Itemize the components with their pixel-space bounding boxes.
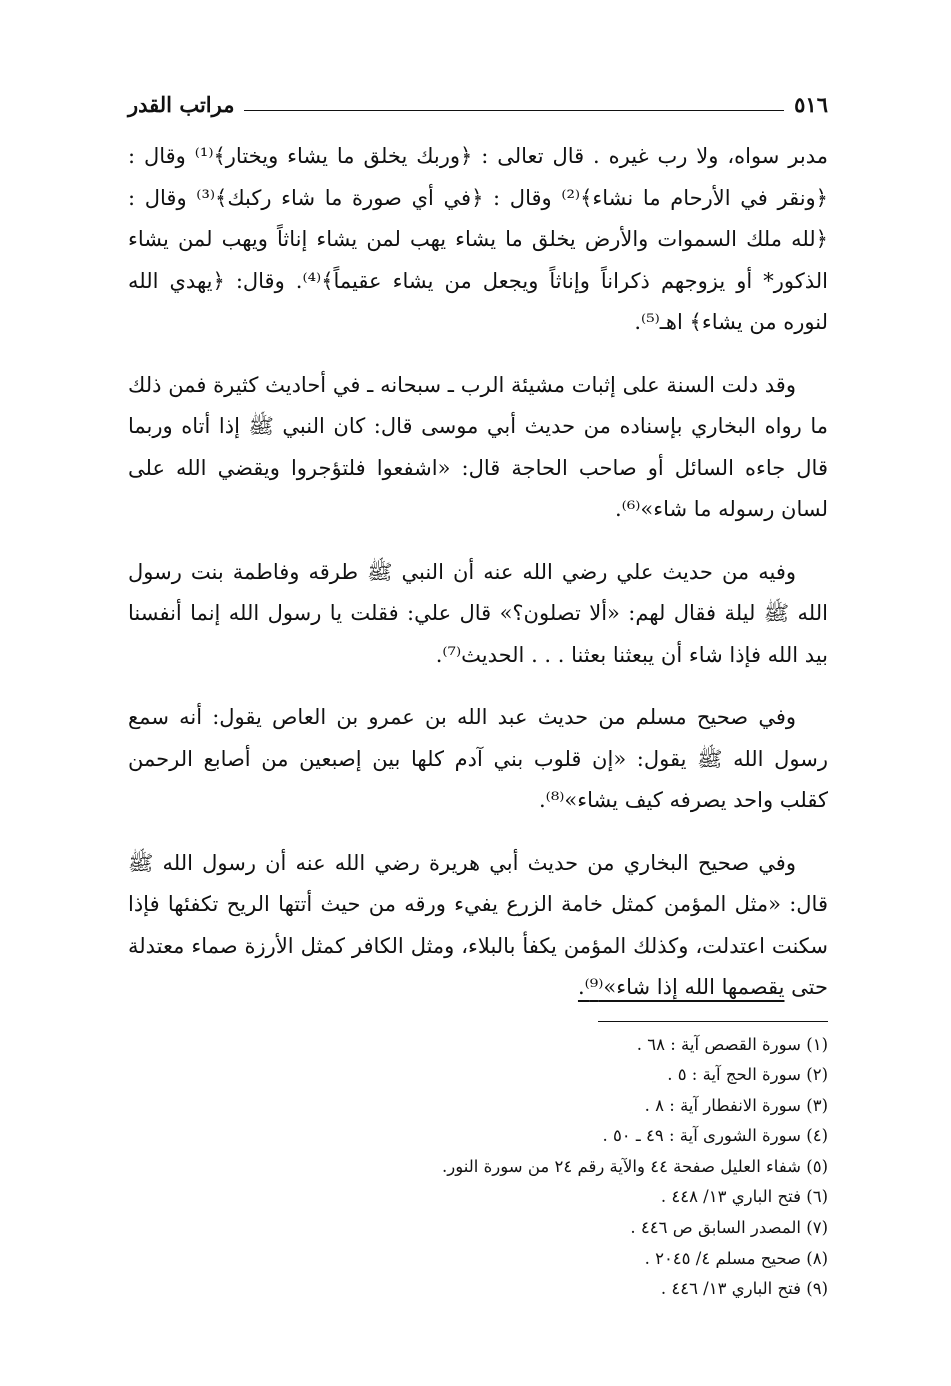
footnote-item: (٨) صحيح مسلم ٤/ ٢٠٤٥ . [644, 1248, 828, 1268]
book-page [128, 84, 828, 1305]
paragraph-sunnah-bukhari: وقد دلت السنة على إثبات مشيئة الرب ـ سبحانه ـ في أحاديث كثيرة فمن ذلك ما رواه البخاري بإسناده من حديث أبي موسى قال: كان النبي ﷺ إذا أتاه وربما قال جاءه السائل أو صاحب الحاجة قال: «اشفعوا فلتؤجروا ويقضي الله على لسان رسوله ما شاء»⁽⁶⁾. [128, 372, 828, 521]
footnote-item: (٧) المصدر السابق ص ٤٤٦ . [630, 1218, 828, 1238]
paragraph-hadith-ali: وفيه من حديث علي رضي الله عنه أن النبي ﷺ طرقه وفاطمة بنت رسول الله ﷺ ليلة فقال لهم: «ألا تصلون؟» قال علي: فقلت يا رسول الله إنما أنفسنا بيد الله فإذا شاء أن يبعثنا بعثنا . . . الحديث⁽⁷⁾. [128, 559, 828, 667]
page-number: ٥١٦ [794, 91, 828, 117]
paragraph-quran-verses: مدبر سواه، ولا رب غيره . قال تعالى : ﴿وربك يخلق ما يشاء ويختار﴾⁽¹⁾ وقال : ﴿ونقر في الأرحام ما نشاء﴾⁽²⁾ وقال : ﴿في أي صورة ما شاء ركبك﴾⁽³⁾ وقال : ﴿لله ملك السموات والأرض يخلق ما يشاء يهب لمن يشاء إناثاً ويهب لمن يشاء الذكور* أو يزوجهم ذكراناً وإناثاً ويجعل من يشاء عقيماً﴾⁽⁴⁾. وقال: ﴿يهدي الله لنوره من يشاء﴾ اهـ⁽⁵⁾. [128, 144, 829, 334]
running-title: مراتب القدر [128, 91, 235, 117]
footnote-item: (٢) سورة الحج آية : ٥ . [667, 1065, 828, 1085]
body-text [128, 136, 828, 1009]
footnote-item: (٥) شفاء العليل صفحة ٤٤ والآية رقم ٢٤ من سورة النور. [442, 1156, 828, 1176]
footnote-separator [598, 1021, 828, 1022]
page-header [128, 84, 828, 124]
footnote-item: (٤) سورة الشورى آية : ٤٩ ـ ٥٠ . [602, 1126, 828, 1146]
footnote-item: (٦) فتح الباري ١٣/ ٤٤٨ . [660, 1187, 828, 1207]
paragraph-hadith-muslim: وفي صحيح مسلم من حديث عبد الله بن عمرو بن العاص يقول: أنه سمع رسول الله ﷺ يقول: «إن قلوب بني آدم كلها بين إصبعين من أصابع الرحمن كقلب واحد يصرفه كيف يشاء»⁽⁸⁾. [128, 705, 828, 812]
paragraph-hadith-abu-hurayra-text: وفي صحيح البخاري من حديث أبي هريرة رضي الله عنه أن رسول الله ﷺ قال: «مثل المؤمن كمثل خامة الزرع يفيء ورقه من حيث أتتها الريح تكفئها فإذا سكنت اعتدلت، وكذلك المؤمن يكفأ بالبلاء، ومثل الكافر كمثل الأرزة صماء معتدلة حتى [128, 850, 828, 999]
paragraph-hadith-abu-hurayra [128, 843, 828, 1009]
paragraph-hadith-abu-hurayra-end: يقصمها الله إذا شاء»⁽⁹⁾. [577, 975, 785, 999]
footnotes-list [128, 1030, 828, 1305]
header-rule [244, 110, 784, 111]
footnote-item: (١) سورة القصص آية : ٦٨ . [636, 1034, 828, 1054]
footnote-item: (٣) سورة الانفطار آية : ٨ . [644, 1095, 828, 1115]
footnote-item: (٩) فتح الباري ١٣/ ٤٤٦ . [660, 1279, 828, 1299]
